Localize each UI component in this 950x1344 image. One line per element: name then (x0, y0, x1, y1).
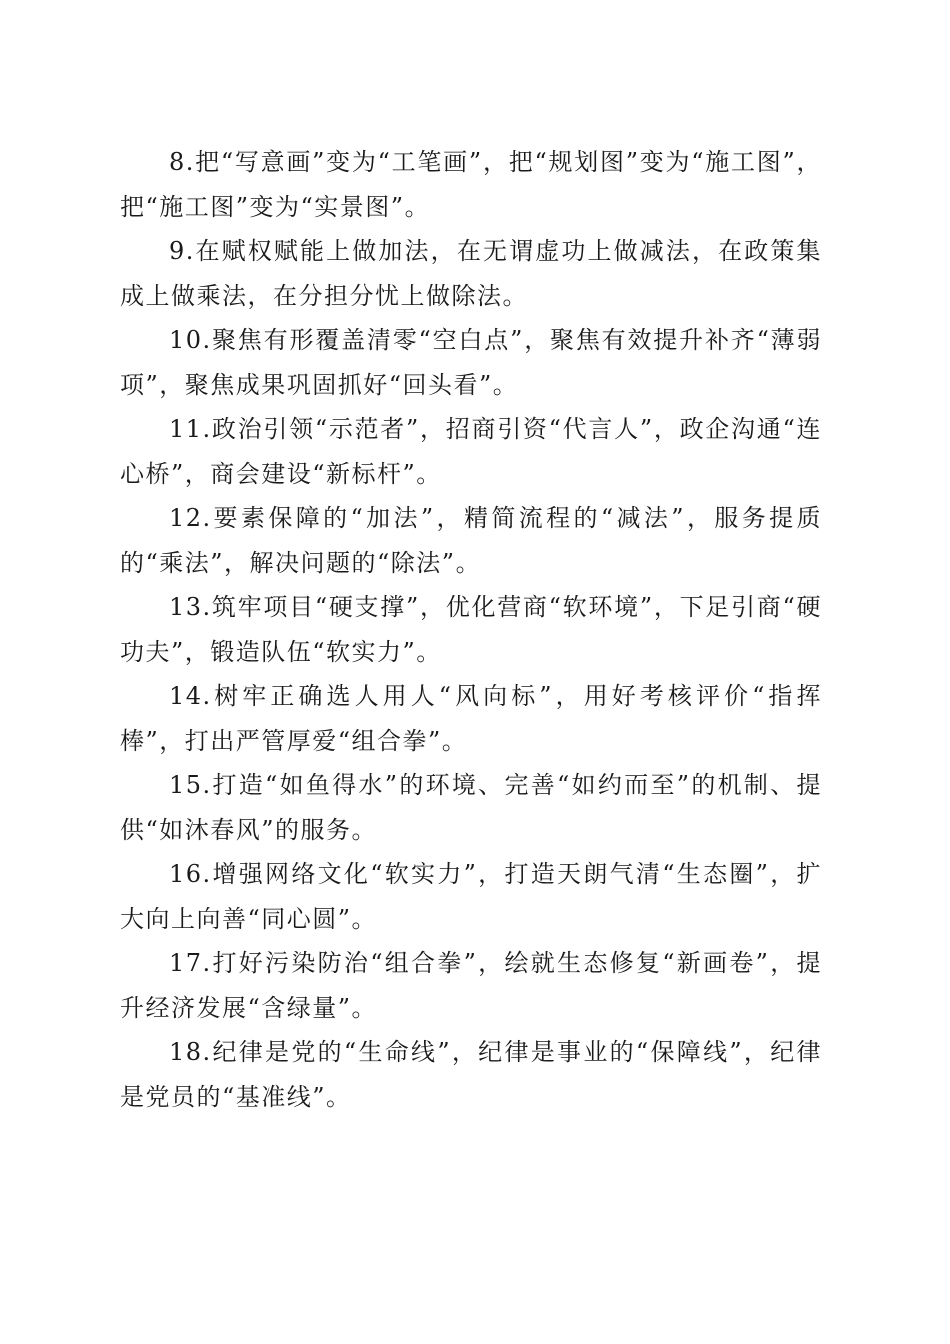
paragraph-14: 14.树牢正确选人用人“风向标”，用好考核评价“指挥棒”，打出严管厚爱“组合拳”。 (120, 682, 822, 755)
paragraph-13: 13.筑牢项目“硬支撑”，优化营商“软环境”，下足引商“硬功夫”，锻造队伍“软实力”。 (120, 593, 822, 666)
paragraph-10: 10.聚焦有形覆盖清零“空白点”，聚焦有效提升补齐“薄弱项”，聚焦成果巩固抓好“回头看”。 (120, 326, 822, 399)
paragraph-8: 8.把“写意画”变为“工笔画”，把“规划图”变为“施工图”，把“施工图”变为“实景图”。 (120, 148, 822, 221)
document-body (120, 140, 822, 1119)
paragraph-16: 16.增强网络文化“软实力”，打造天朗气清“生态圈”，扩大向上向善“同心圆”。 (120, 860, 822, 933)
paragraph-18: 18.纪律是党的“生命线”，纪律是事业的“保障线”，纪律是党员的“基准线”。 (120, 1038, 822, 1111)
paragraph-12: 12.要素保障的“加法”，精简流程的“减法”，服务提质的“乘法”，解决问题的“除法”。 (120, 504, 822, 577)
paragraph-9: 9.在赋权赋能上做加法，在无谓虚功上做减法，在政策集成上做乘法，在分担分忧上做除法。 (120, 237, 822, 310)
paragraph-17: 17.打好污染防治“组合拳”，绘就生态修复“新画卷”，提升经济发展“含绿量”。 (120, 949, 822, 1022)
paragraph-11: 11.政治引领“示范者”，招商引资“代言人”，政企沟通“连心桥”，商会建设“新标杆”。 (120, 415, 822, 488)
paragraph-15: 15.打造“如鱼得水”的环境、完善“如约而至”的机制、提供“如沐春风”的服务。 (120, 771, 822, 844)
